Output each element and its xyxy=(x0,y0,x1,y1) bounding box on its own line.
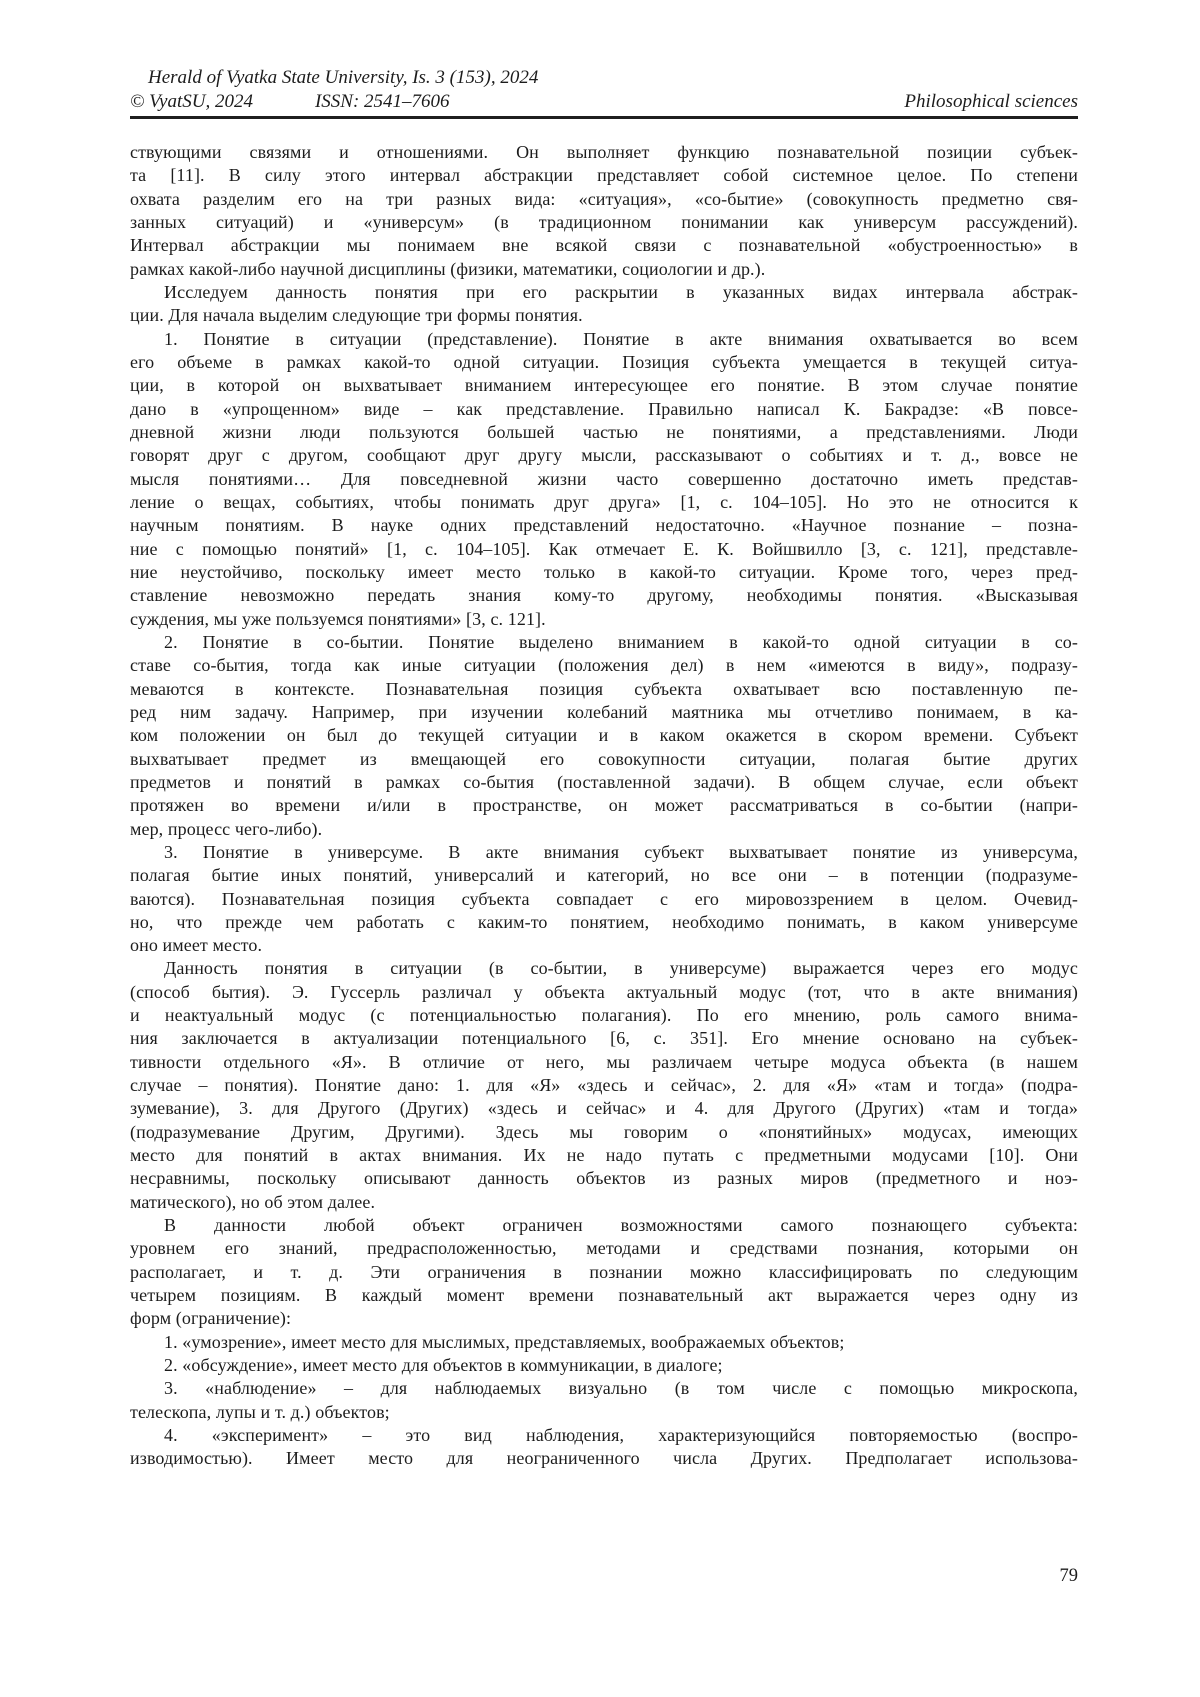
text-line: 4. «эксперимент» – это вид наблюдения, характеризующийся повторяемостью (воспро- xyxy=(164,1425,1078,1446)
text-line: Данность понятия в ситуации (в со-бытии, в универсуме) выражается через его модус xyxy=(164,958,1078,979)
text-line: несравнимы, поскольку описывают данность объектов из разных миров (предметного и ноэ- xyxy=(130,1168,1078,1189)
text-line: ции. Для начала выделим следующие три формы понятия. xyxy=(130,305,583,326)
text-line: 2. Понятие в со-бытии. Понятие выделено вниманием в какой-то одной ситуации в со- xyxy=(164,631,1078,652)
text-line: 1. Понятие в ситуации (представление). Понятие в акте внимания охватывается во всем xyxy=(164,328,1078,349)
text-line: научным понятиям. В науке одних представлений недостаточно. «Научное познание – позна- xyxy=(130,515,1078,536)
text-line: полагая бытие иных понятий, универсалий и категорий, но все они – в потенции (подразуме- xyxy=(130,865,1078,886)
text-line: суждения, мы уже пользуемся понятиями» [3, с. 121]. xyxy=(130,608,546,629)
text-line: занных ситуаций) и «универсум» (в традиционном понимании как универсум рассуждений). xyxy=(130,211,1078,232)
text-line: ставление невозможно передать знания кому-то другому, необходимы понятия. «Высказывая xyxy=(130,585,1078,606)
text-line: матического), но об этом далее. xyxy=(130,1191,376,1212)
text-line: уровнем его знаний, предрасположенностью, методами и средствами познания, которыми он xyxy=(130,1238,1078,1259)
text-line: его объеме в рамках какой-то одной ситуации. Позиция субъекта умещается в текущей ситуа- xyxy=(130,351,1078,372)
text-line: и неактуальный модус (с потенциальностью полагания). По его мнению, роль самого внима- xyxy=(130,1005,1078,1026)
text-line: зумевание), 3. для Другого (Других) «здесь и сейчас» и 4. для Другого (Других) «там и тогда» xyxy=(130,1098,1078,1119)
article-body xyxy=(130,141,1078,1471)
text-line: располагает, и т. д. Эти ограничения в познании можно классифицировать по следующим xyxy=(130,1261,1078,1282)
text-line: предметов и понятий в рамках со-бытия (поставленной задачи). В общем случае, если объект xyxy=(130,771,1078,792)
text-line: 2. «обсуждение», имеет место для объектов в коммуникации, в диалоге; xyxy=(164,1355,723,1376)
journal-title: Herald of Vyatka State University, Is. 3 (153), 2024 xyxy=(148,67,539,88)
text-line: место для понятий в актах внимания. Их не надо путать с предметными модусами [10]. Они xyxy=(130,1145,1078,1166)
text-line: четырем позициям. В каждый момент времени познавательный акт выражается через одну из xyxy=(130,1285,1078,1306)
page-number: 79 xyxy=(1059,1566,1078,1586)
text-line: (способ бытия). Э. Гуссерль различал у объекта актуальный модус (тот, что в акте внимания) xyxy=(130,981,1078,1002)
text-line: говорят друг с другом, сообщают друг другу мысли, рассказывают о событиях и т. д., вовсе не xyxy=(130,445,1078,466)
text-line: ставе со-бытия, тогда как иные ситуации (положения дел) в нем «имеются в виду», подразу- xyxy=(130,655,1078,676)
text-line: дневной жизни люди пользуются большей частью не понятиями, а представлениями. Люди xyxy=(130,421,1078,442)
text-line: но, что прежде чем работать с каким-то понятием, необходимо понимать, в каком универсуме xyxy=(130,911,1078,932)
text-line: тивности отдельного «Я». В отличие от него, мы различаем четыре модуса объекта (в нашем xyxy=(130,1051,1078,1072)
text-line: ние неустойчиво, поскольку имеет место только в какой-то ситуации. Кроме того, через пред- xyxy=(130,561,1078,582)
text-line: В данности любой объект ограничен возможностями самого познающего субъекта: xyxy=(164,1215,1078,1236)
text-line: ствующими связями и отношениями. Он выполняет функцию познавательной позиции субъек- xyxy=(130,142,1078,162)
text-line: Интервал абстракции мы понимаем вне всякой связи с познавательной «обустроенностью» в xyxy=(130,235,1078,256)
text-line: случае – понятия). Понятие дано: 1. для «Я» «здесь и сейчас», 2. для «Я» «там и тогда» (подра- xyxy=(130,1075,1078,1096)
text-line: Исследуем данность понятия при его раскрытии в указанных видах интервала абстрак- xyxy=(164,281,1078,302)
text-line: изводимостью). Имеет место для неограниченного числа Других. Предполагает использова- xyxy=(130,1448,1078,1469)
section-label: Philosophical sciences xyxy=(904,91,1078,112)
text-line: охвата разделим его на три разных вида: «ситуация», «со-бытие» (совокупность предметно свя- xyxy=(130,188,1078,209)
text-line: телескопа, лупы и т. д.) объектов; xyxy=(130,1401,390,1422)
text-line: та [11]. В силу этого интервал абстракции представляет собой системное целое. По степени xyxy=(130,165,1078,186)
text-line: оно имеет место. xyxy=(130,935,263,956)
header-rule xyxy=(130,116,1078,119)
text-line: протяжен во времени и/или в пространстве, он может рассматриваться в со-бытии (напри- xyxy=(130,795,1078,816)
issn-label: ISSN: 2541–7606 xyxy=(314,91,450,112)
text-line: мысля понятиями… Для повседневной жизни часто совершенно достаточно иметь представ- xyxy=(130,468,1078,489)
copyright-note: © VyatSU, 2024 xyxy=(130,91,253,112)
text-line: выхватывает предмет из вмещающей его совокупности ситуации, полагая бытие других xyxy=(130,748,1078,769)
text-line: ции, в которой он выхватывает вниманием интересующее его понятие. В этом случае понятие xyxy=(130,375,1078,396)
text-line: 1. «умозрение», имеет место для мыслимых, представляемых, воображаемых объектов; xyxy=(164,1331,845,1352)
text-line: ком положении он был до текущей ситуации и в каком окажется в скором времени. Субъект xyxy=(130,725,1078,746)
text-line: 3. Понятие в универсуме. В акте внимания субъект выхватывает понятие из универсума, xyxy=(164,841,1078,862)
text-line: меваются в контексте. Познавательная позиция субъекта охватывает всю поставленную пе- xyxy=(130,678,1078,699)
text-line: 3. «наблюдение» – для наблюдаемых визуально (в том числе с помощью микроскопа, xyxy=(164,1378,1078,1399)
header-meta-row xyxy=(130,90,1078,114)
text-line: дано в «упрощенном» виде – как представление. Правильно написал К. Бакрадзе: «В повсе- xyxy=(130,398,1078,419)
text-line: форм (ограничение): xyxy=(130,1308,292,1329)
text-line: ния заключается в актуализации потенциального [6, с. 351]. Его мнение основано на субъек- xyxy=(130,1028,1078,1049)
text-line: ваются). Познавательная позиция субъекта совпадает с его мировоззрением в целом. Очевид- xyxy=(130,888,1078,909)
page-content xyxy=(130,0,1078,1471)
text-line: (подразумевание Другим, Другими). Здесь мы говорим о «понятийных» модусах, имеющих xyxy=(130,1121,1078,1142)
running-head xyxy=(130,0,1078,119)
text-line: ред ним задачу. Например, при изучении колебаний маятника мы отчетливо понимаем, в ка- xyxy=(130,701,1078,722)
text-line: ние с помощью понятий» [1, с. 104–105]. Как отмечает Е. К. Войшвилло [3, с. 121], представле- xyxy=(130,538,1078,559)
text-line: мер, процесс чего-либо). xyxy=(130,818,323,839)
text-line: рамках какой-либо научной дисциплины (физики, математики, социологии и др.). xyxy=(130,258,766,279)
text-line: ление о вещах, событиях, чтобы понимать друг друга» [1, с. 104–105]. Но это не относится к xyxy=(130,491,1078,512)
